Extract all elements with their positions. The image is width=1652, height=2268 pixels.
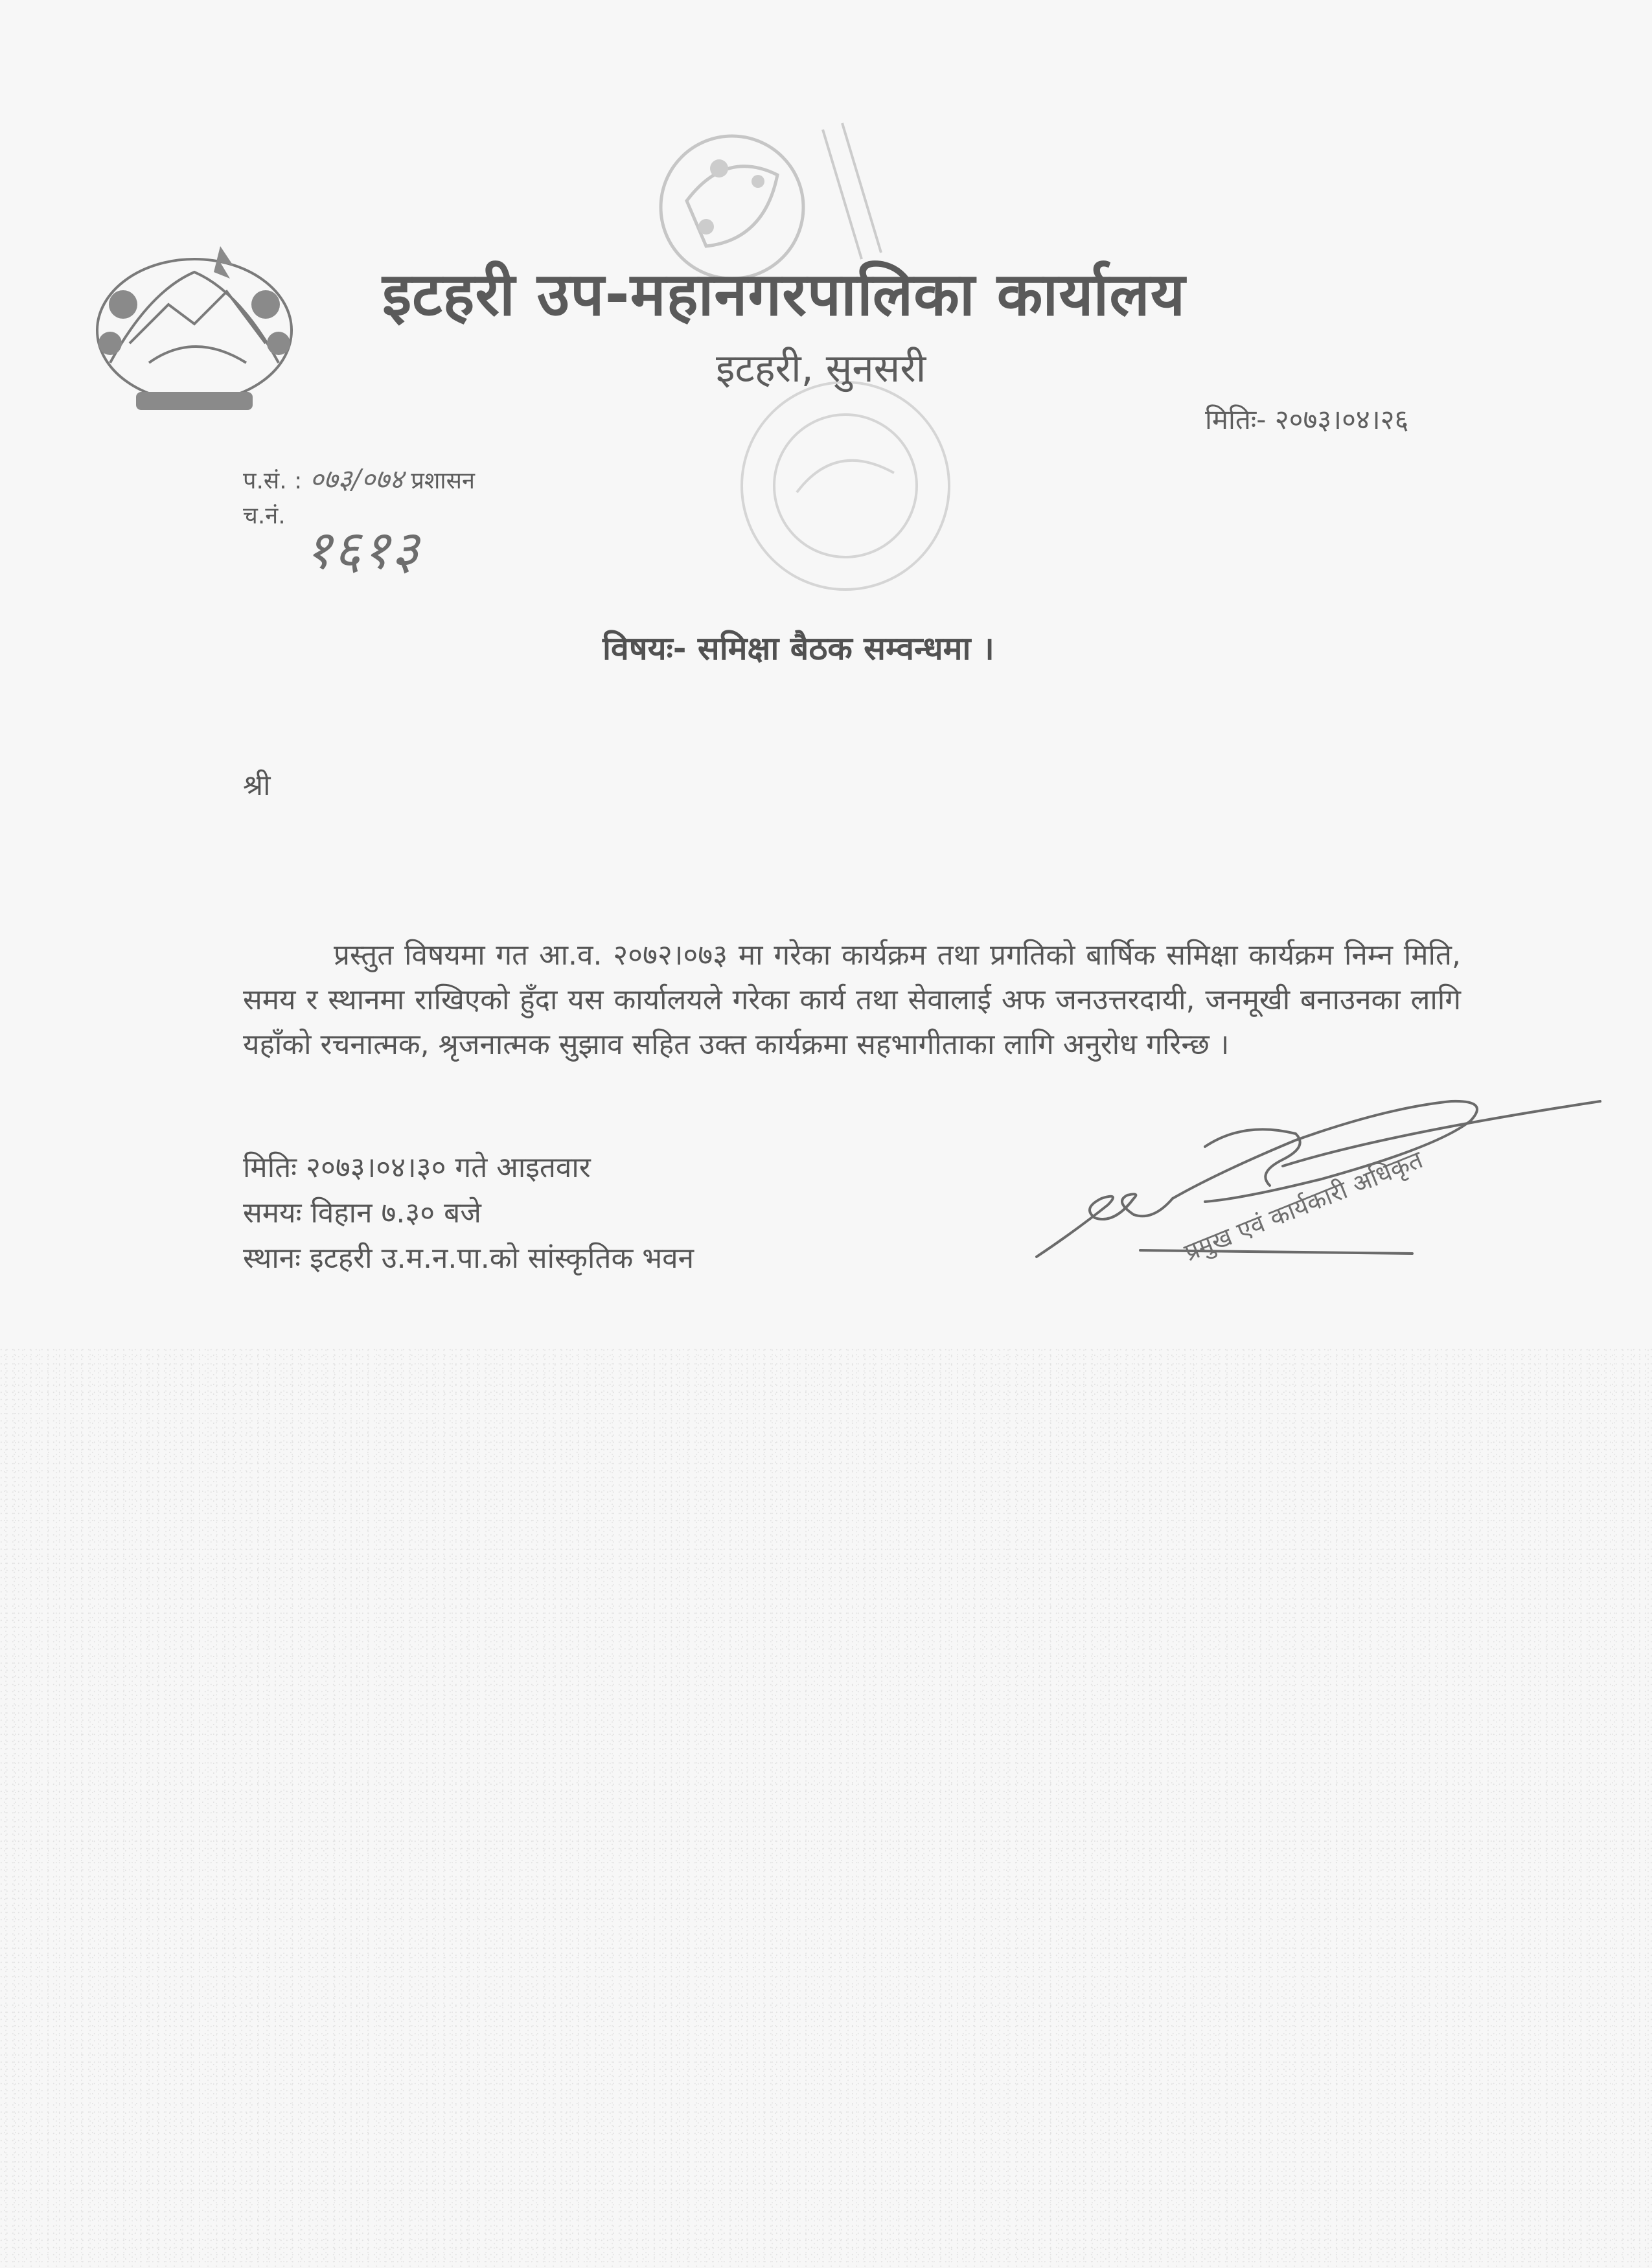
office-address: इटहरी, सुनसरी xyxy=(716,346,926,391)
letter-date: मितिः- २०७३।०४।२६ xyxy=(1205,404,1409,435)
meeting-date: मितिः २०७३।०४।३० गते आइतवार xyxy=(243,1151,591,1184)
dispatch-label: च.नं. xyxy=(243,503,286,529)
scan-noise xyxy=(0,1347,1652,2267)
meeting-venue: स्थानः इटहरी उ.म.न.पा.को सांस्कृतिक भवन xyxy=(243,1242,694,1275)
salutation: श्री xyxy=(243,769,271,802)
reference-number: ०७३/०७४ xyxy=(309,463,404,495)
reference-label: प.सं. : xyxy=(243,468,310,494)
reference-line xyxy=(243,460,475,497)
nepal-emblem-icon xyxy=(71,233,317,428)
subject-line: विषयः- समिक्षा बैठक सम्वन्धमा । xyxy=(602,630,994,667)
signatory-title: प्रमुख एवं कार्यकारी अधिकृत xyxy=(1180,1145,1427,1267)
body-paragraph: प्रस्तुत विषयमा गत आ.व. २०७२।०७३ मा गरेका कार्यक्रम तथा प्रगतिको बार्षिक समिक्षा कार्यक्रम निम्न मिति, समय र स्थानमा राखिएको हुँदा यस कार्यालयले गरेका कार्य तथा सेवालाई अफ जनउत्तरदायी, जनमूखी बनाउनका लागि यहाँको रचनात्मक, श्रृजनात्मक सुझाव सहित उक्त कार्यक्रमा सहभागीताका लागि अनुरोध गरिन्छ । xyxy=(243,939,1461,1061)
dispatch-number: १६१३ xyxy=(304,520,420,581)
reference-department: प्रशासन xyxy=(411,468,475,494)
meeting-time: समयः विहान ७.३० बजे xyxy=(243,1197,481,1230)
office-title: इटहरी उप-महानगरपालिका कार्यालय xyxy=(382,260,1186,329)
meeting-details xyxy=(243,1145,694,1281)
round-stamp-icon xyxy=(706,363,985,609)
